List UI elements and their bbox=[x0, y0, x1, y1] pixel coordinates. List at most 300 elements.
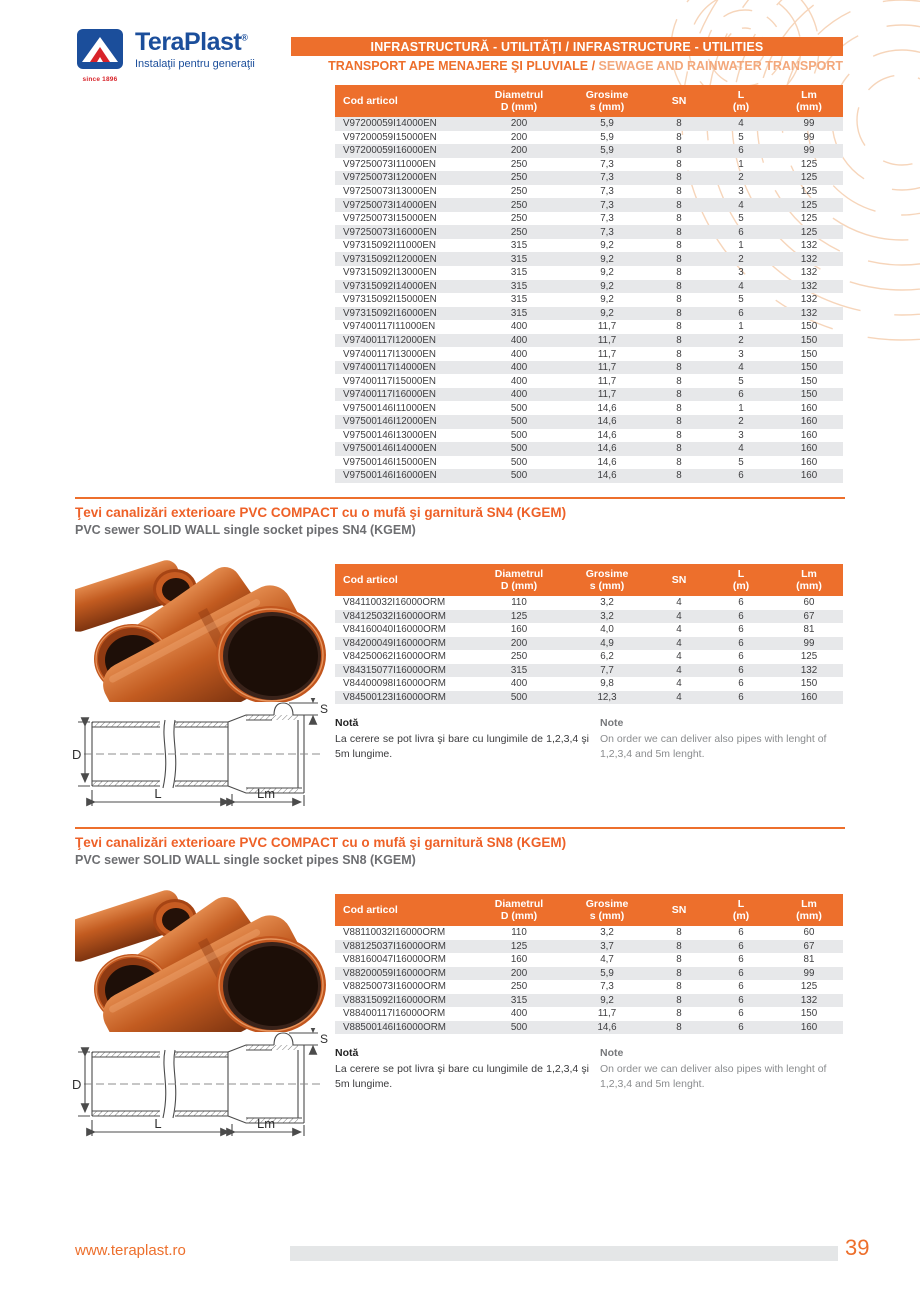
table-cell: 8 bbox=[676, 470, 682, 482]
table-cell: 8 bbox=[676, 335, 682, 347]
table-cell: 8 bbox=[676, 375, 682, 387]
table-cell: 250 bbox=[510, 213, 528, 225]
table-cell: 8 bbox=[676, 954, 682, 966]
table-cell: 8 bbox=[676, 940, 682, 952]
table-cell: 7,3 bbox=[600, 226, 614, 238]
category-title: INFRASTRUCTURĂ - UTILITĂŢI / INFRASTRUCTURE - UTILITIES bbox=[370, 39, 764, 54]
table-cell: 8 bbox=[676, 145, 682, 157]
table-cell: 3,2 bbox=[600, 597, 614, 609]
table-cell: V97400117I14000EN bbox=[343, 362, 436, 374]
table-cell: 160 bbox=[800, 470, 818, 482]
table-cell: V97500146I14000EN bbox=[343, 443, 437, 455]
table-sn8-continued bbox=[335, 85, 843, 483]
sn8-technical-drawing bbox=[72, 1028, 336, 1142]
table-cell: 7,3 bbox=[600, 199, 614, 211]
table-cell: 11,7 bbox=[597, 321, 617, 333]
table-row bbox=[335, 239, 843, 253]
table-cell: 11,7 bbox=[597, 389, 617, 401]
table-cell: 150 bbox=[800, 389, 818, 401]
table-row bbox=[335, 940, 843, 954]
dim-label-lm: Lm bbox=[256, 786, 276, 801]
table-cell: 6 bbox=[738, 637, 744, 649]
table-cell: 8 bbox=[676, 967, 682, 979]
table-cell: V97200059I16000EN bbox=[343, 145, 437, 157]
table-cell: V97315092I11000EN bbox=[343, 240, 436, 252]
table-cell: 110 bbox=[511, 597, 527, 609]
table-cell: 4 bbox=[676, 678, 682, 690]
table-cell: 9,8 bbox=[600, 678, 614, 690]
table-cell: 500 bbox=[510, 1021, 528, 1033]
table-cell: 200 bbox=[510, 118, 528, 130]
website-link[interactable]: www.teraplast.ro bbox=[75, 1242, 186, 1259]
subtitle-en: SEWAGE AND RAINWATER TRANSPORT bbox=[598, 59, 843, 73]
table-cell: 81 bbox=[803, 954, 815, 966]
table-cell: 132 bbox=[800, 994, 818, 1006]
table-cell: 4,7 bbox=[600, 954, 614, 966]
table-row bbox=[335, 953, 843, 967]
table-cell: 4 bbox=[676, 664, 682, 676]
table-row bbox=[335, 171, 843, 185]
table-cell: 150 bbox=[800, 678, 818, 690]
table-sn4 bbox=[335, 564, 843, 704]
table-body bbox=[335, 596, 843, 704]
table-row bbox=[335, 415, 843, 429]
table-cell: 6 bbox=[738, 940, 744, 952]
table-cell: 14,6 bbox=[597, 402, 617, 414]
table-cell: 6,2 bbox=[600, 651, 614, 663]
table-cell: V97315092I14000EN bbox=[343, 280, 437, 292]
table-row bbox=[335, 320, 843, 334]
table-row bbox=[335, 469, 843, 483]
table-row bbox=[335, 334, 843, 348]
table-cell: 400 bbox=[510, 678, 528, 690]
dim-label-l: L bbox=[154, 1116, 162, 1131]
table-row bbox=[335, 926, 843, 940]
table-cell: 8 bbox=[676, 267, 682, 279]
table-cell: 160 bbox=[800, 1021, 818, 1033]
table-row bbox=[335, 596, 843, 610]
table-cell: 8 bbox=[676, 981, 682, 993]
table-cell: 14,6 bbox=[597, 456, 617, 468]
table-cell: 6 bbox=[738, 470, 744, 482]
table-cell: V97250073I14000EN bbox=[343, 199, 437, 211]
table-cell: V88250073I16000ORM bbox=[343, 981, 446, 993]
table-row bbox=[335, 994, 843, 1008]
table-cell: 8 bbox=[676, 416, 682, 428]
table-cell: 500 bbox=[510, 691, 528, 703]
table-cell: 5 bbox=[738, 131, 744, 143]
table-row bbox=[335, 623, 843, 637]
table-row bbox=[335, 280, 843, 294]
table-cell: 315 bbox=[510, 267, 528, 279]
table-cell: 8 bbox=[676, 1008, 682, 1020]
table-cell: 250 bbox=[510, 186, 528, 197]
table-cell: 11,7 bbox=[597, 335, 617, 347]
note-title-en: Note bbox=[600, 1047, 624, 1059]
table-cell: 4 bbox=[738, 199, 744, 211]
table-cell: V97500146I11000EN bbox=[343, 402, 436, 414]
table-cell: 5,9 bbox=[600, 118, 614, 130]
table-cell: 7,3 bbox=[600, 981, 614, 993]
table-cell: 12,3 bbox=[597, 691, 617, 703]
table-cell: 6 bbox=[738, 597, 744, 609]
table-cell: V97400117I16000EN bbox=[343, 389, 436, 401]
table-cell: 400 bbox=[510, 321, 528, 333]
table-cell: 6 bbox=[738, 389, 744, 401]
table-cell: 3 bbox=[738, 186, 744, 197]
table-cell: 1 bbox=[738, 240, 744, 252]
table-cell: 3 bbox=[738, 348, 744, 360]
table-cell: 67 bbox=[803, 610, 815, 622]
col-lm: Lm (mm) bbox=[796, 897, 822, 922]
table-cell: 8 bbox=[676, 362, 682, 374]
table-cell: V97400117I15000EN bbox=[343, 375, 436, 387]
table-cell: 8 bbox=[676, 443, 682, 455]
table-cell: 160 bbox=[800, 429, 818, 441]
sn8-note-ro bbox=[335, 1046, 589, 1093]
table-cell: 132 bbox=[800, 280, 818, 292]
sn4-note-ro bbox=[335, 716, 589, 763]
sn8-product-photo bbox=[75, 886, 333, 1032]
table-cell: V97500146I15000EN bbox=[343, 456, 437, 468]
table-row bbox=[335, 637, 843, 651]
col-sn: SN bbox=[671, 903, 687, 916]
table-cell: V97315092I16000EN bbox=[343, 307, 437, 319]
table-cell: V97400117I13000EN bbox=[343, 348, 436, 360]
table-cell: 6 bbox=[738, 967, 744, 979]
table-cell: 6 bbox=[738, 610, 744, 622]
table-cell: V84125032I16000ORM bbox=[343, 610, 446, 622]
table-row bbox=[335, 266, 843, 280]
note-title-ro: Notă bbox=[335, 717, 359, 729]
table-cell: 160 bbox=[800, 691, 818, 703]
table-cell: 250 bbox=[510, 981, 528, 993]
table-cell: 500 bbox=[510, 456, 528, 468]
table-cell: V97250073I11000EN bbox=[343, 158, 436, 170]
table-cell: 6 bbox=[738, 145, 744, 157]
table-cell: 6 bbox=[738, 678, 744, 690]
table-cell: 150 bbox=[800, 321, 818, 333]
table-cell: 14,6 bbox=[597, 416, 617, 428]
table-row bbox=[335, 1021, 843, 1035]
table-cell: 4 bbox=[738, 443, 744, 455]
table-cell: 315 bbox=[510, 280, 528, 292]
table-cell: 3,2 bbox=[600, 927, 614, 939]
table-row bbox=[335, 212, 843, 226]
table-cell: 4 bbox=[676, 624, 682, 636]
table-cell: 250 bbox=[510, 651, 528, 663]
table-cell: 3 bbox=[738, 267, 744, 279]
table-cell: 125 bbox=[800, 651, 818, 663]
table-row bbox=[335, 610, 843, 624]
col-sn: SN bbox=[671, 573, 687, 586]
table-cell: V97315092I13000EN bbox=[343, 267, 437, 279]
table-cell: 4 bbox=[676, 651, 682, 663]
table-cell: 8 bbox=[676, 186, 682, 197]
category-title-bar bbox=[291, 37, 843, 56]
table-cell: 160 bbox=[800, 402, 818, 414]
table-cell: 250 bbox=[510, 199, 528, 211]
table-cell: V84160040I16000ORM bbox=[343, 624, 446, 636]
table-cell: 5 bbox=[738, 375, 744, 387]
dim-label-s: S bbox=[320, 1032, 329, 1046]
dim-label-s: S bbox=[320, 702, 329, 716]
table-cell: V97250073I15000EN bbox=[343, 213, 437, 225]
table-cell: V88110032I16000ORM bbox=[343, 927, 446, 939]
sn4-technical-drawing bbox=[72, 698, 336, 812]
table-cell: 6 bbox=[738, 994, 744, 1006]
table-cell: V97500146I12000EN bbox=[343, 416, 437, 428]
table-row bbox=[335, 388, 843, 402]
table-cell: 5,9 bbox=[600, 131, 614, 143]
table-cell: 160 bbox=[510, 954, 528, 966]
col-grosime: Grosime s (mm) bbox=[585, 567, 629, 592]
table-row bbox=[335, 131, 843, 145]
col-diametru: Diametrul D (mm) bbox=[494, 88, 544, 113]
table-cell: V88160047I16000ORM bbox=[343, 954, 446, 966]
table-row bbox=[335, 429, 843, 443]
table-cell: 200 bbox=[510, 637, 528, 649]
table-cell: 2 bbox=[738, 253, 744, 265]
note-body-ro: La cerere se pot livra şi bare cu lungimile de 1,2,3,4 şi 5m lungime. bbox=[335, 733, 589, 761]
table-cell: 200 bbox=[510, 967, 528, 979]
table-cell: 500 bbox=[510, 429, 528, 441]
section-divider bbox=[75, 827, 845, 829]
table-cell: 60 bbox=[803, 597, 815, 609]
table-cell: 8 bbox=[676, 402, 682, 414]
table-cell: 81 bbox=[803, 624, 815, 636]
table-header bbox=[335, 564, 843, 596]
logo bbox=[74, 28, 255, 83]
table-cell: 132 bbox=[800, 253, 818, 265]
table-cell: 7,3 bbox=[600, 213, 614, 225]
table-row bbox=[335, 442, 843, 456]
table-cell: 5,9 bbox=[600, 145, 614, 157]
table-cell: V97500146I16000EN bbox=[343, 470, 437, 482]
table-cell: V84315077I16000ORM bbox=[343, 664, 446, 676]
table-cell: 6 bbox=[738, 624, 744, 636]
note-title-en: Note bbox=[600, 717, 624, 729]
table-cell: 8 bbox=[676, 131, 682, 143]
table-cell: 3 bbox=[738, 429, 744, 441]
table-cell: 6 bbox=[738, 1021, 744, 1033]
table-cell: 8 bbox=[676, 118, 682, 130]
table-cell: 4,9 bbox=[600, 637, 614, 649]
table-cell: 9,2 bbox=[600, 253, 614, 265]
table-cell: V88500146I16000ORM bbox=[343, 1021, 446, 1033]
table-cell: 8 bbox=[676, 240, 682, 252]
brand-name: TeraPlast® bbox=[135, 28, 248, 56]
table-cell: 315 bbox=[510, 253, 528, 265]
table-cell: 315 bbox=[510, 994, 528, 1006]
table-cell: 160 bbox=[800, 416, 818, 428]
table-cell: 9,2 bbox=[600, 267, 614, 279]
table-cell: 6 bbox=[738, 954, 744, 966]
table-cell: 125 bbox=[800, 172, 818, 184]
table-cell: 400 bbox=[510, 375, 528, 387]
sn4-subtitle: PVC sewer SOLID WALL single socket pipes SN4 (KGEM) bbox=[75, 523, 416, 537]
table-cell: 6 bbox=[738, 691, 744, 703]
table-row bbox=[335, 361, 843, 375]
table-row bbox=[335, 401, 843, 415]
table-cell: 9,2 bbox=[600, 294, 614, 306]
table-cell: 8 bbox=[676, 213, 682, 225]
table-row bbox=[335, 456, 843, 470]
table-cell: 11,7 bbox=[597, 1008, 617, 1020]
table-cell: 200 bbox=[510, 145, 528, 157]
table-cell: 8 bbox=[676, 456, 682, 468]
table-row bbox=[335, 1007, 843, 1021]
table-cell: 500 bbox=[510, 470, 528, 482]
table-cell: V84500123I16000ORM bbox=[343, 691, 446, 703]
table-cell: 4 bbox=[676, 597, 682, 609]
table-row bbox=[335, 980, 843, 994]
table-cell: 150 bbox=[800, 362, 818, 374]
table-row bbox=[335, 225, 843, 239]
note-body-ro: La cerere se pot livra şi bare cu lungimile de 1,2,3,4 şi 5m lungime. bbox=[335, 1063, 589, 1091]
table-row bbox=[335, 185, 843, 199]
table-row bbox=[335, 158, 843, 172]
table-cell: 125 bbox=[800, 213, 818, 225]
col-cod: Cod articol bbox=[343, 903, 398, 916]
table-cell: 400 bbox=[510, 348, 528, 360]
table-cell: 4 bbox=[738, 280, 744, 292]
table-row bbox=[335, 650, 843, 664]
table-cell: V97250073I16000EN bbox=[343, 226, 437, 238]
table-cell: V97250073I13000EN bbox=[343, 186, 437, 197]
col-diametru: Diametrul D (mm) bbox=[494, 897, 544, 922]
table-cell: V97200059I14000EN bbox=[343, 118, 437, 130]
table-row bbox=[335, 967, 843, 981]
table-cell: 14,6 bbox=[597, 429, 617, 441]
table-cell: 315 bbox=[510, 307, 528, 319]
logo-since: since 1896 bbox=[82, 76, 118, 83]
table-cell: 11,7 bbox=[597, 375, 617, 387]
table-cell: 2 bbox=[738, 172, 744, 184]
table-cell: 500 bbox=[510, 416, 528, 428]
table-cell: 150 bbox=[800, 375, 818, 387]
col-l: L (m) bbox=[732, 567, 750, 592]
table-cell: V88125037I16000ORM bbox=[343, 940, 446, 952]
table-cell: 6 bbox=[738, 307, 744, 319]
table-cell: V97315092I15000EN bbox=[343, 294, 437, 306]
table-cell: 8 bbox=[676, 1021, 682, 1033]
table-cell: 14,6 bbox=[597, 470, 617, 482]
table-cell: 200 bbox=[510, 131, 528, 143]
table-cell: 8 bbox=[676, 429, 682, 441]
table-cell: 9,2 bbox=[600, 280, 614, 292]
sn8-title: Ţevi canalizări exterioare PVC COMPACT cu o mufă şi garnitură SN8 (KGEM) bbox=[75, 835, 567, 850]
table-cell: 150 bbox=[800, 1008, 818, 1020]
table-cell: 150 bbox=[800, 348, 818, 360]
table-cell: 99 bbox=[803, 145, 815, 157]
table-cell: 4,0 bbox=[600, 624, 614, 636]
table-cell: 8 bbox=[676, 389, 682, 401]
table-cell: V84250062I16000ORM bbox=[343, 651, 446, 663]
table-cell: V88400117I16000ORM bbox=[343, 1008, 446, 1020]
table-cell: 4 bbox=[738, 118, 744, 130]
table-cell: 6 bbox=[738, 927, 744, 939]
table-cell: 5 bbox=[738, 456, 744, 468]
table-cell: 125 bbox=[800, 226, 818, 238]
subtitle-ro: TRANSPORT APE MENAJERE ŞI PLUVIALE / bbox=[328, 59, 599, 73]
table-row bbox=[335, 374, 843, 388]
col-cod: Cod articol bbox=[343, 573, 398, 586]
table-cell: 125 bbox=[510, 940, 528, 952]
table-cell: 125 bbox=[800, 186, 818, 197]
table-cell: 6 bbox=[738, 664, 744, 676]
table-cell: V84110032I16000ORM bbox=[343, 597, 446, 609]
table-cell: 6 bbox=[738, 1008, 744, 1020]
footer-bar bbox=[290, 1246, 838, 1261]
table-cell: 3,2 bbox=[600, 610, 614, 622]
table-cell: 3,7 bbox=[600, 940, 614, 952]
table-cell: 4 bbox=[738, 362, 744, 374]
table-cell: 67 bbox=[803, 940, 815, 952]
table-cell: 8 bbox=[676, 994, 682, 1006]
col-l: L (m) bbox=[732, 88, 750, 113]
table-cell: 5 bbox=[738, 294, 744, 306]
table-row bbox=[335, 293, 843, 307]
col-l: L (m) bbox=[732, 897, 750, 922]
brand-tagline: Instalaţii pentru generaţii bbox=[135, 58, 255, 70]
sn4-product-photo bbox=[75, 556, 333, 702]
table-cell: V97250073I12000EN bbox=[343, 172, 437, 184]
note-body-en: On order we can deliver also pipes with lenght of 1,2,3,4 and 5m lenght. bbox=[600, 1063, 827, 1091]
note-title-ro: Notă bbox=[335, 1047, 359, 1059]
sn8-subtitle: PVC sewer SOLID WALL single socket pipes SN8 (KGEM) bbox=[75, 853, 416, 867]
note-body-en: On order we can deliver also pipes with lenght of 1,2,3,4 and 5m lenght. bbox=[600, 733, 827, 761]
table-row bbox=[335, 117, 843, 131]
table-cell: V84200049I16000ORM bbox=[343, 637, 446, 649]
sn8-note-en bbox=[600, 1046, 846, 1093]
table-cell: V97315092I12000EN bbox=[343, 253, 437, 265]
table-sn8 bbox=[335, 894, 843, 1034]
table-cell: 125 bbox=[800, 158, 818, 170]
col-cod: Cod articol bbox=[343, 94, 398, 107]
dim-label-d: D bbox=[72, 747, 82, 762]
table-cell: 500 bbox=[510, 402, 528, 414]
table-cell: 1 bbox=[738, 158, 744, 170]
table-cell: 6 bbox=[738, 226, 744, 238]
table-cell: 7,3 bbox=[600, 172, 614, 184]
table-cell: 160 bbox=[800, 456, 818, 468]
table-row bbox=[335, 198, 843, 212]
table-cell: 500 bbox=[510, 443, 528, 455]
table-row bbox=[335, 691, 843, 705]
table-cell: 60 bbox=[803, 927, 815, 939]
table-cell: 99 bbox=[803, 967, 815, 979]
table-cell: 400 bbox=[510, 362, 528, 374]
table-cell: 2 bbox=[738, 335, 744, 347]
table-cell: 132 bbox=[800, 294, 818, 306]
table-cell: 125 bbox=[800, 199, 818, 211]
table-cell: 315 bbox=[510, 240, 528, 252]
table-cell: V84400098I16000ORM bbox=[343, 678, 446, 690]
table-cell: 8 bbox=[676, 280, 682, 292]
col-lm: Lm (mm) bbox=[796, 88, 822, 113]
sn4-title: Ţevi canalizări exterioare PVC COMPACT cu o mufă şi garnitură SN4 (KGEM) bbox=[75, 505, 567, 520]
table-cell: 9,2 bbox=[600, 994, 614, 1006]
table-cell: 250 bbox=[510, 172, 528, 184]
table-cell: 125 bbox=[800, 981, 818, 993]
table-cell: 8 bbox=[676, 199, 682, 211]
table-cell: 400 bbox=[510, 389, 528, 401]
table-cell: 8 bbox=[676, 294, 682, 306]
table-cell: 1 bbox=[738, 321, 744, 333]
col-diametru: Diametrul D (mm) bbox=[494, 567, 544, 592]
category-subtitle bbox=[291, 59, 843, 73]
